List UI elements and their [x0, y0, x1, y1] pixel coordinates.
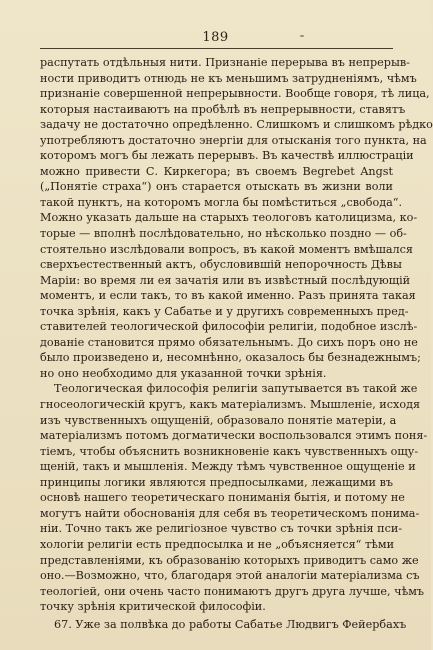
text-line: такой пунктъ, на которомъ могла бы помѣститься „свобода“. [40, 195, 403, 209]
text-line: признаніе совершенной непрерывности. Вообще говоря, тѣ лица, [40, 87, 430, 101]
text-line: стоятельно изслѣдовали вопросъ, въ какой моментъ вмѣшался [40, 242, 413, 256]
text-line: оно.—Возможно, что, благодаря этой аналогіи матеріализма съ [40, 569, 420, 583]
body-text [40, 55, 433, 632]
text-line: хологіи религіи есть предпосылка и не „объясняется“ тѣми [40, 537, 395, 551]
text-line: представленіями, къ образованію которыхъ приводитъ само же [40, 553, 419, 567]
text-line: ности приводитъ отнюдь не къ меньшимъ затрудненіямъ, чѣмъ [40, 71, 417, 85]
text-line: Теологическая философія религіи запутывается въ такой же [54, 382, 418, 396]
text-line: которомъ могъ бы лежать перерывъ. Въ качествѣ иллюстраціи [40, 149, 414, 163]
text-line: сверхъестественный актъ, обусловившій непорочность Дѣвы [40, 258, 402, 272]
text-line: изъ чувственныхъ ощущеній, образовало понятіе матеріи, а [40, 413, 397, 427]
text-line: основѣ нашего теоретическаго пониманія бытія, и потому не [40, 491, 405, 505]
text-line: можно привести С. Киркегора; въ своемъ Begrebet Angst [40, 164, 393, 178]
text-line: Маріи: во время ли ея зачатія или въ извѣстный послѣдующій [40, 273, 411, 287]
text-line: гносеологическій кругъ, какъ матеріализмъ. Мышленіе, исходя [40, 398, 421, 412]
text-line: теологіей, они очень часто понимаютъ другъ друга лучше, чѣмъ [40, 584, 425, 598]
text-line: распутать отдѣльныя нити. Признаніе перерыва въ непрерыв- [40, 56, 410, 69]
text-line: торые — вполнѣ послѣдовательно, но нѣсколько поздно — об- [40, 227, 407, 241]
text-line: но оно необходимо для указанной точки зрѣнія. [40, 366, 327, 380]
header-rule [40, 48, 393, 49]
text-line: которыя настаиваютъ на пробѣлѣ въ непрерывности, ставятъ [40, 102, 406, 116]
text-line: задачу не достаточно опредѣленно. Слишкомъ и слишкомъ рѣдко [40, 118, 433, 132]
text-line: Можно указать дальше на старыхъ теологовъ католицизма, ко- [40, 211, 418, 225]
text-line: тіемъ, чтобы объяснить возникновеніе какъ чувственныхъ ощу- [40, 444, 419, 458]
page-number: 189 [202, 30, 229, 45]
text-line: ставителей теологической философіи религіи, подобное изслѣ- [40, 320, 418, 334]
text-line: было произведено и, несомнѣнно, оказалось бы безнадежнымъ; [40, 351, 421, 365]
text-line: точка зрѣнія, какъ у Сабатье и у другихъ современныхъ пред- [40, 304, 409, 318]
text-line: („Понятіе страха“) онъ старается отыскать въ жизни воли [40, 180, 393, 194]
text-line: щеній, такъ и мышленія. Между тѣмъ чувственное ощущеніе и [40, 460, 416, 474]
text-line: точку зрѣнія критической философіи. [40, 600, 266, 614]
text-line: моментъ, и если такъ, то въ какой именно. Разъ принята такая [40, 289, 416, 303]
paper-speck [300, 35, 304, 37]
text-line: ніи. Точно такъ же религіозное чувство съ точки зрѣнія пси- [40, 522, 403, 536]
text-line: матеріализмъ потомъ догматически воспользовался этимъ поня- [40, 429, 428, 443]
text-line: могутъ найти обоснованія для себя въ теоретическомъ понима- [40, 506, 420, 520]
text-line: принципы логики являются предпосылками, лежащими въ [40, 475, 393, 489]
text-line: дованіе становится прямо обязательнымъ. До сихъ поръ оно не [40, 335, 418, 349]
text-line: 67. Уже за полвѣка до работы Сабатье Людвигъ Фейербахъ [54, 617, 407, 631]
text-line: употребляютъ достаточно энергіи для отысканія того пункта, на [40, 133, 427, 147]
